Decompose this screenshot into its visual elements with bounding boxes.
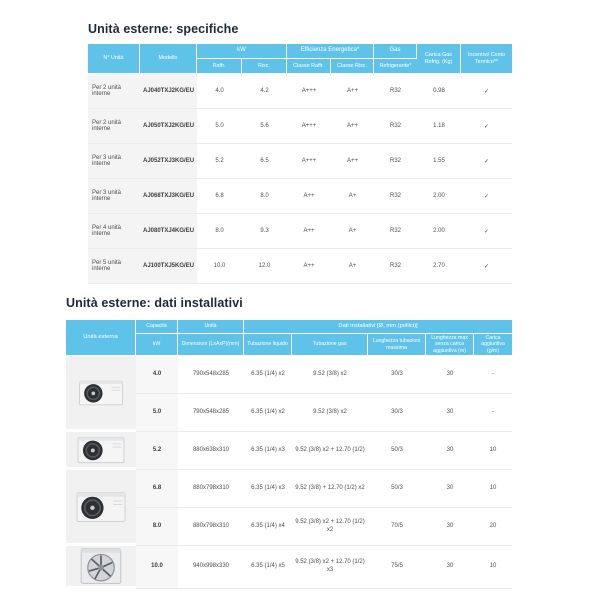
install-row: [66, 356, 512, 394]
cell-kw: 4.0: [136, 356, 178, 394]
cell-lunghezza-massima: 50/3: [368, 470, 426, 508]
install-header-row-top: [66, 320, 512, 334]
cell-modello: AJ052TXJ3KG/EU: [140, 144, 197, 179]
cell-kw-risc: 8.0: [242, 179, 287, 214]
col-header-refrigerante: Refrigerante*: [374, 59, 417, 74]
cell-tubazione-liquido: 6.35 (1/4) x3: [244, 432, 292, 470]
cell-tubazione-gas: 9.52 (3/8) x2: [292, 356, 368, 394]
cell-classe-risc: A++: [331, 144, 374, 179]
outdoor-unit-cell: [66, 432, 136, 470]
col-header-lunghezza-senza-carica: Lunghezza max senza carica aggiuntiva (m): [426, 334, 474, 356]
cell-carica-aggiuntiva: -: [474, 356, 512, 394]
col-header-capacita: Capacità: [136, 320, 178, 334]
col-header-tubazione-gas: Tubazione gas: [292, 334, 368, 356]
checkmark-icon: ✓: [461, 144, 512, 179]
cell-carica: 2.00: [417, 214, 461, 249]
cell-n-unita: Per 2 unità interne: [88, 109, 140, 144]
cell-classe-risc: A+: [331, 214, 374, 249]
cell-classe-raffr: A+++: [287, 109, 331, 144]
cell-kw: 8.0: [136, 508, 178, 546]
cell-lunghezza-massima: 50/3: [368, 432, 426, 470]
cell-classe-raffr: A++: [287, 214, 331, 249]
spec-row: [88, 74, 512, 109]
col-header-carica-gas: Carica Gas Refrig. (Kg): [417, 44, 461, 74]
cell-carica-aggiuntiva: 10: [474, 432, 512, 470]
cell-kw: 5.2: [136, 432, 178, 470]
checkmark-icon: ✓: [461, 214, 512, 249]
cell-classe-raffr: A++: [287, 179, 331, 214]
cell-classe-raffr: A+++: [287, 74, 331, 109]
cell-classe-risc: A++: [331, 109, 374, 144]
cell-tubazione-liquido: 6.35 (1/4) x2: [244, 356, 292, 394]
col-header-classe-risc: Classe Risc.: [331, 59, 374, 74]
cell-lunghezza-massima: 75/5: [368, 546, 426, 589]
spec-row: [88, 109, 512, 144]
cell-kw-raffr: 4.0: [197, 74, 242, 109]
cell-gas: R32: [374, 74, 417, 109]
cell-kw-raffr: 8.0: [197, 214, 242, 249]
cell-tubazione-gas: 9.52 (3/8) + 12.70 (1/2) x2: [292, 470, 368, 508]
cell-gas: R32: [374, 109, 417, 144]
cell-lunghezza-senza-carica: 30: [426, 356, 474, 394]
cell-carica: 2.70: [417, 249, 461, 284]
outdoor-unit-image: [76, 547, 126, 585]
cell-lunghezza-senza-carica: 30: [426, 508, 474, 546]
cell-n-unita: Per 2 unità interne: [88, 74, 140, 109]
install-row: [66, 546, 512, 589]
cell-lunghezza-massima: 30/3: [368, 394, 426, 432]
cell-modello: AJ080TXJ4KG/EU: [140, 214, 197, 249]
cell-carica: 2.00: [417, 179, 461, 214]
install-row: [66, 470, 512, 508]
cell-dimensioni: 880x798x310: [178, 508, 244, 546]
checkmark-icon: ✓: [461, 249, 512, 284]
cell-lunghezza-massima: 70/5: [368, 508, 426, 546]
cell-n-unita: Per 5 unità interne: [88, 249, 140, 284]
cell-gas: R32: [374, 214, 417, 249]
cell-classe-risc: A++: [331, 74, 374, 109]
col-header-n-unita: N° Unità: [88, 44, 140, 74]
col-header-kw-raffr: Raffr.: [197, 59, 242, 74]
cell-lunghezza-senza-carica: 30: [426, 546, 474, 589]
cell-n-unita: Per 3 unità interne: [88, 179, 140, 214]
col-header-classe-raffr: Classe Raffr.: [287, 59, 331, 74]
cell-kw-raffr: 6.8: [197, 179, 242, 214]
cell-tubazione-gas: 9.52 (3/8) x2 + 12.70 (1/2) x2: [292, 508, 368, 546]
cell-kw-risc: 6.5: [242, 144, 287, 179]
cell-dimensioni: 790x548x285: [178, 356, 244, 394]
cell-kw-risc: 12.0: [242, 249, 287, 284]
cell-kw-risc: 9.3: [242, 214, 287, 249]
col-header-incentivi: Incentivi/ Conto Termico**: [461, 44, 512, 74]
cell-dimensioni: 880x798x310: [178, 470, 244, 508]
cell-classe-risc: A+: [331, 249, 374, 284]
cell-kw-risc: 5.6: [242, 109, 287, 144]
col-header-tubazione-liquido: Tubazione liquido: [244, 334, 292, 356]
col-header-kw: kW: [197, 44, 287, 59]
col-header-efficienza: Efficienza Energetica*: [287, 44, 374, 59]
outdoor-unit-image: [76, 434, 126, 466]
spec-row: [88, 144, 512, 179]
cell-kw: 6.8: [136, 470, 178, 508]
col-header-modello: Modello: [140, 44, 197, 74]
col-header-kw: kW: [136, 334, 178, 356]
cell-dimensioni: 790x548x285: [178, 394, 244, 432]
cell-carica: 1.55: [417, 144, 461, 179]
checkmark-icon: ✓: [461, 109, 512, 144]
cell-kw-raffr: 5.0: [197, 109, 242, 144]
outdoor-unit-image: [75, 489, 127, 525]
col-header-kw-risc: Risc.: [242, 59, 287, 74]
install-row: [66, 432, 512, 470]
outdoor-unit-cell: [66, 356, 136, 432]
col-header-dimensioni: Dimensioni (LxAxP)(mm): [178, 334, 244, 356]
col-header-lunghezza-massima: Lunghezza tubazioni massima: [368, 334, 426, 356]
cell-gas: R32: [374, 144, 417, 179]
spec-header-row-top: [88, 44, 512, 59]
col-header-gas: Gas: [374, 44, 417, 59]
cell-carica: 1.18: [417, 109, 461, 144]
checkmark-icon: ✓: [461, 179, 512, 214]
spec-row: [88, 179, 512, 214]
cell-tubazione-gas: 9.52 (3/8) x2: [292, 394, 368, 432]
cell-n-unita: Per 4 unità interne: [88, 214, 140, 249]
outdoor-unit-cell: [66, 470, 136, 546]
cell-tubazione-gas: 9.52 (3/8) x2 + 12.70 (1/2) x3: [292, 546, 368, 589]
spec-table: [88, 44, 512, 284]
cell-gas: R32: [374, 249, 417, 284]
cell-kw-raffr: 10.0: [197, 249, 242, 284]
cell-tubazione-liquido: 6.35 (1/4) x5: [244, 546, 292, 589]
cell-classe-risc: A+: [331, 179, 374, 214]
cell-modello: AJ040TXJ2KG/EU: [140, 74, 197, 109]
cell-tubazione-liquido: 6.35 (1/4) x4: [244, 508, 292, 546]
install-table: [66, 320, 512, 589]
spec-section-title: Unità esterne: specifiche: [88, 22, 239, 36]
cell-n-unita: Per 3 unità interne: [88, 144, 140, 179]
cell-gas: R32: [374, 179, 417, 214]
cell-classe-raffr: A++: [287, 249, 331, 284]
spec-row: [88, 249, 512, 284]
cell-tubazione-liquido: 6.35 (1/4) x3: [244, 470, 292, 508]
col-header-carica-aggiuntiva: Carica aggiuntiva (g/m): [474, 334, 512, 356]
cell-lunghezza-senza-carica: 30: [426, 432, 474, 470]
cell-carica: 0.98: [417, 74, 461, 109]
cell-dimensioni: 880x638x310: [178, 432, 244, 470]
outdoor-unit-image: [78, 378, 124, 408]
cell-modello: AJ068TXJ3KG/EU: [140, 179, 197, 214]
cell-tubazione-gas: 9.52 (3/8) x2 + 12.70 (1/2): [292, 432, 368, 470]
cell-kw-raffr: 5.2: [197, 144, 242, 179]
cell-lunghezza-senza-carica: 30: [426, 394, 474, 432]
col-header-unita: Unità: [178, 320, 244, 334]
cell-carica-aggiuntiva: 20: [474, 508, 512, 546]
cell-dimensioni: 940x998x330: [178, 546, 244, 589]
cell-kw: 10.0: [136, 546, 178, 589]
cell-carica-aggiuntiva: -: [474, 394, 512, 432]
cell-lunghezza-massima: 30/3: [368, 356, 426, 394]
cell-modello: AJ050TXJ2KG/EU: [140, 109, 197, 144]
cell-tubazione-liquido: 6.35 (1/4) x2: [244, 394, 292, 432]
cell-kw: 5.0: [136, 394, 178, 432]
cell-classe-raffr: A+++: [287, 144, 331, 179]
cell-kw-risc: 4.2: [242, 74, 287, 109]
cell-carica-aggiuntiva: 10: [474, 546, 512, 589]
checkmark-icon: ✓: [461, 74, 512, 109]
cell-lunghezza-senza-carica: 30: [426, 470, 474, 508]
col-header-dati-installativi: Dati installativi [Ø, mm (pollici)]: [244, 320, 512, 334]
outdoor-unit-cell: [66, 546, 136, 589]
spec-row: [88, 214, 512, 249]
cell-modello: AJ100TXJ5KG/EU: [140, 249, 197, 284]
cell-carica-aggiuntiva: 10: [474, 470, 512, 508]
install-section-title: Unità esterne: dati installativi: [66, 296, 243, 310]
col-header-unita-esterna: Unità esterna: [66, 320, 136, 356]
